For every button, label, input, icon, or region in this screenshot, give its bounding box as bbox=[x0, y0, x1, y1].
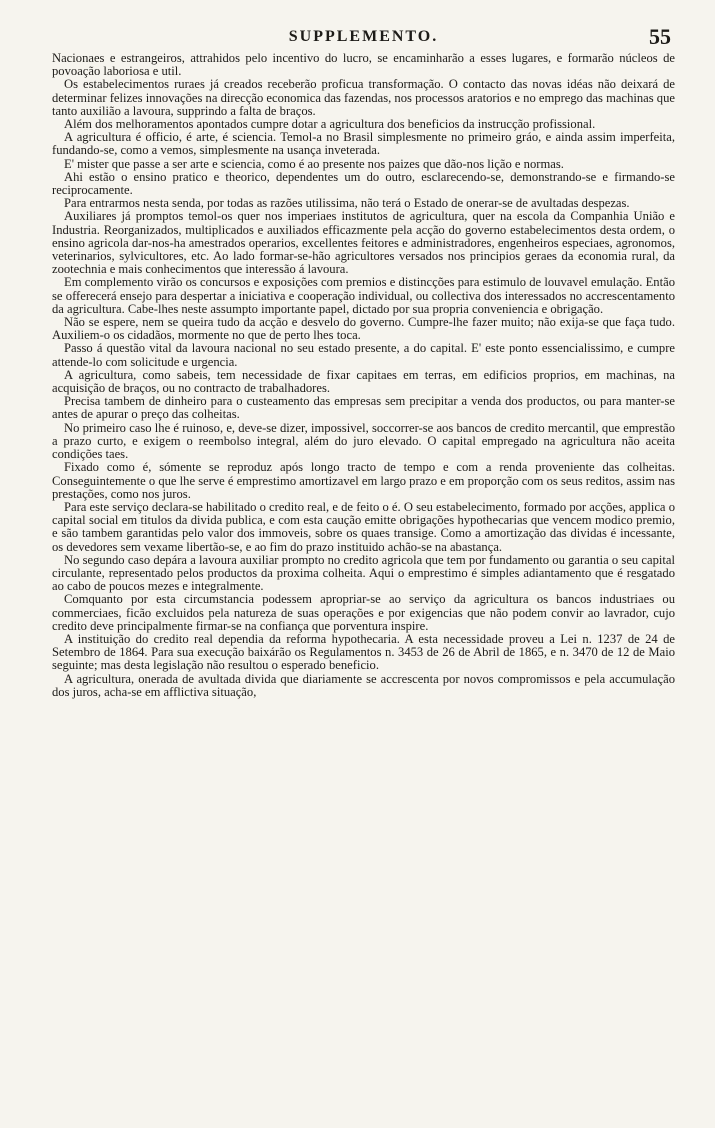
paragraph: Nacionaes e estrangeiros, attrahidos pelo incentivo do lucro, se encaminharão a esses lugares, e formarão núcleos de povoação laboriosa e util. bbox=[52, 51, 675, 79]
paragraph: Em complemento virão os concursos e exposições com premios e distincções para estimulo de louvavel emulação. Então se offerecerá ensejo para despertar a iniciativa e cooperação individual, ou collectiva dos interessados no accrescentamento da agricultura. Cabe-lhes neste assumpto importante papel, dictado por sua propria conveniencia e obrigação. bbox=[52, 275, 675, 316]
paragraph: A instituição do credito real dependia da reforma hypothecaria. A esta necessidade proveu a Lei n. 1237 de 24 de Setembro de 1864. Para sua execução baixárão os Regulamentos n. 3453 de 26 de Abril de 1865, e n. 3470 de 12 de Maio seguinte; mas desta legislação não resultou o esperado beneficio. bbox=[52, 631, 675, 673]
paragraph: Comquanto por esta circumstancia podessem apropriar-se ao serviço da agricultura os bancos industriaes ou commerciaes, ficão excluidos pela natureza de suas operações e por exigencias que não podem convir ao lavrador, cujo credito deve principalmente firmar-se na confiança que porventura inspire. bbox=[52, 592, 675, 633]
paragraph: Fixado como é, sómente se reproduz após longo tracto de tempo e com a renda proveniente das colheitas. Conseguintemente o que lhe serve é emprestimo amortizavel em largo prazo e em proporção com os seus reditos, assim nas prestações, como nos juros. bbox=[52, 460, 675, 501]
paragraph: E' mister que passe a ser arte e sciencia, como é ao presente nos paizes que dão-nos lição e normas. bbox=[64, 156, 564, 171]
body-text bbox=[52, 52, 675, 699]
paragraph: A agricultura, como sabeis, tem necessidade de fixar capitaes em terras, em edificios proprios, em machinas, na acquisição de braços, ou no contracto de trabalhadores. bbox=[52, 367, 675, 396]
paragraph: Não se espere, nem se queira tudo da acção e desvelo do governo. Cumpre-lhe fazer muito; não exija-se que faça tudo. Auxiliem-o os cidadãos, mormente no que de perto lhes toca. bbox=[52, 315, 675, 343]
paragraph: Para este serviço declara-se habilitado o credito real, e de feito o é. O seu estabelecimento, formado por acções, applica o capital social em titulos da divida publica, e com esta caução emitte obrigações hypothecarias que vencem modico premio, e são tambem garantidas pelo valor dos immoveis, sobre os quaes transige. Como a amortização das dividas é incessante, os devedores sem vexame libertão-se, e ao fim do prazo instituido achão-se na abastança. bbox=[52, 499, 675, 554]
page-number: 55 bbox=[649, 24, 671, 49]
running-title: SUPPLEMENTO. bbox=[288, 28, 439, 45]
page-header bbox=[52, 22, 675, 52]
paragraph: Ahi estão o ensino pratico e theorico, dependentes um do outro, esclarecendo-se, demonstrando-se e firmando-se reciprocamente. bbox=[52, 169, 675, 198]
paragraph: Precisa tambem de dinheiro para o custeamento das empresas sem precipitar a venda dos productos, ou para manter-se antes de apurar o preço das colheitas. bbox=[52, 394, 675, 422]
paragraph: Auxiliares já promptos temol-os quer nos imperiaes institutos de agricultura, quer na escola da Companhia União e Industria. Reorganizados, multiplicados e auxiliados efficazmente pela acção do governo estabelecimentos desta ordem, o ensino agricola dar-nos-ha amestrados operarios, excellentes feitores e administradores, engenheiros especiaes, agronomos, veterinarios, sylvicultores, etc. Ao lado formar-se-hão agricultores versados nos principios geraes da economia rural, da zootechnia e mais conhecimentos que interessão á lavoura. bbox=[52, 209, 675, 277]
paragraph: Os estabelecimentos ruraes já creados receberão proficua transformação. O contacto das novas idéas não deixará de determinar felizes innovações na direcção economica das fazendas, nos processos aratorios e no emprego das machinas que tanto auxilião a lavoura, supprindo a falta de braços. bbox=[52, 77, 675, 118]
paragraph: Passo á questão vital da lavoura nacional no seu estado presente, a do capital. E' este ponto essencialissimo, e cumpre attende-lo com solicitude e urgencia. bbox=[52, 341, 675, 369]
paragraph: A agricultura é officio, é arte, é sciencia. Temol-a no Brasil simplesmente no primeiro gráo, e ainda assim imperfeita, fundando-se, como a vemos, simplesmente na usança inveterada. bbox=[52, 130, 675, 158]
paragraph: No segundo caso depára a lavoura auxiliar prompto no credito agricola que tem por fundamento ou garantia o seu capital circulante, representado pelos productos da proxima colheita. Aqui o emprestimo é simples adiantamento que é resgatado ao cabo de poucos mezes e integralmente. bbox=[52, 552, 675, 594]
paragraph: Além dos melhoramentos apontados cumpre dotar a agricultura dos beneficios da instrucção profissional. bbox=[64, 117, 596, 132]
paragraph: Para entrarmos nesta senda, por todas as razões utilissima, não terá o Estado de onerar-se de avultadas despezas. bbox=[64, 196, 630, 211]
paragraph: No primeiro caso lhe é ruinoso, e, deve-se dizer, impossivel, soccorrer-se aos bancos de credito mercantil, que emprestão a prazo curto, e exigem o reembolso integral, além do juro elevado. O capital empregado na agricultura não aceita condições taes. bbox=[52, 420, 675, 462]
paragraph: A agricultura, onerada de avultada divida que diariamente se accrescenta por novos compromissos e pela accumulação dos juros, acha-se em afflictiva situação, bbox=[52, 671, 675, 699]
